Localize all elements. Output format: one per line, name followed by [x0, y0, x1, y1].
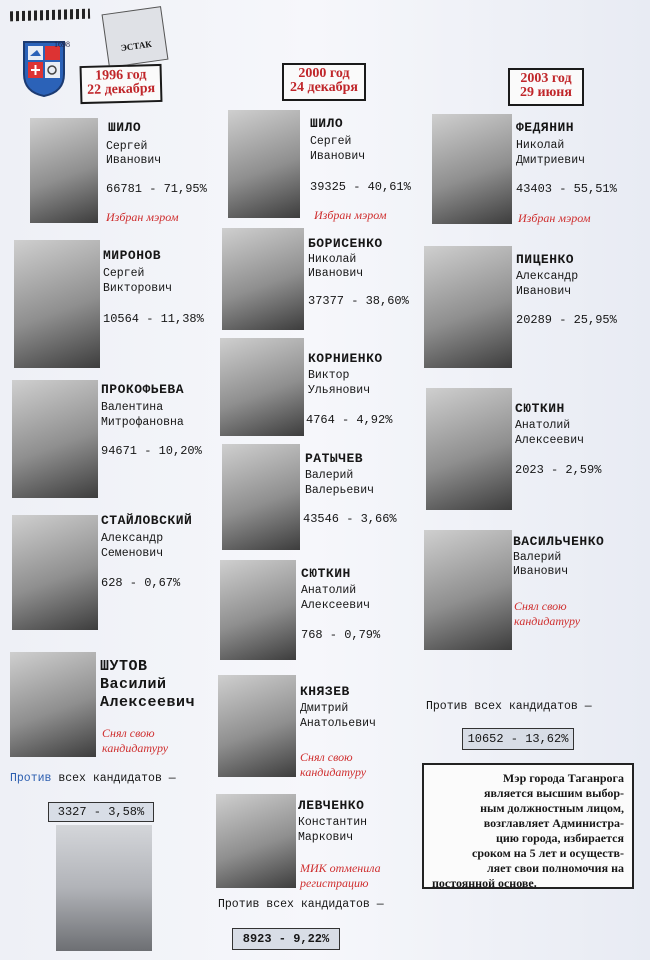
- against-rest: всех кандидатов —: [51, 772, 176, 785]
- info-line: цию города, избирается: [495, 831, 624, 845]
- candidate-middle-name: Иванович: [106, 154, 162, 167]
- candidate-first-name: Валентина: [101, 401, 164, 414]
- candidate-surname: ШИЛО: [108, 120, 142, 135]
- candidate-result: 2023 - 2,59%: [515, 463, 602, 477]
- candidate-surname: ВАСИЛЬЧЕНКО: [513, 534, 605, 549]
- candidate-first-name: Николай: [516, 139, 565, 152]
- candidate-photo: [218, 675, 296, 777]
- candidate-middle-name: Анатольевич: [300, 717, 376, 730]
- candidate-result: 4764 - 4,92%: [306, 413, 393, 427]
- candidate-photo: [426, 388, 512, 510]
- candidate-first-name: Анатолий: [515, 419, 571, 432]
- candidate-middle-name: Алексеевич: [515, 434, 585, 447]
- candidate-photo: [432, 114, 512, 224]
- against-all-value: 3327 - 3,58%: [48, 802, 154, 822]
- monument-photo: [56, 825, 152, 951]
- candidate-middle-name: Митрофановна: [101, 416, 184, 429]
- candidate-middle-name: Алексеевич: [100, 694, 196, 711]
- candidate-note-line1: МИК отменила: [300, 861, 381, 875]
- against-prefix: Против: [10, 772, 52, 785]
- candidate-result: 66781 - 71,95%: [106, 182, 207, 196]
- candidate-first-name: Николай: [308, 253, 357, 266]
- candidate-photo: [220, 338, 304, 436]
- candidate-middle-name: Викторович: [103, 282, 173, 295]
- candidate-first-name: Сергей: [103, 267, 145, 280]
- candidate-surname: СЮТКИН: [301, 566, 351, 581]
- against-all-label: Против всех кандидатов —: [218, 898, 384, 911]
- candidate-result: 94671 - 10,20%: [101, 444, 202, 458]
- decoration-strip: [10, 9, 90, 22]
- candidate-middle-name: Ульянович: [308, 384, 371, 397]
- candidate-first-name: Виктор: [308, 369, 350, 382]
- candidate-note: Избран мэром: [106, 210, 179, 224]
- candidate-photo: [228, 110, 300, 218]
- candidate-middle-name: Дмитриевич: [516, 154, 586, 167]
- header-date: 22 декабря: [86, 81, 156, 98]
- candidate-first-name: Дмитрий: [300, 702, 349, 715]
- candidate-middle-name: Маркович: [298, 831, 354, 844]
- against-all-value: 8923 - 9,22%: [232, 928, 340, 950]
- header-date: 24 декабря: [289, 80, 358, 95]
- against-all-value: 10652 - 13,62%: [462, 728, 574, 750]
- candidate-middle-name: Валерьевич: [305, 484, 375, 497]
- candidate-photo: [220, 560, 296, 660]
- header-year: 1996 год: [94, 67, 147, 84]
- candidate-first-name: Константин: [298, 816, 368, 829]
- candidate-note-line1: Снял свою: [102, 726, 155, 740]
- candidate-first-name: Сергей: [310, 135, 352, 148]
- candidate-surname: ЛЕВЧЕНКО: [298, 798, 365, 813]
- candidate-result: 628 - 0,67%: [101, 576, 181, 590]
- against-all-label: Против всех кандидатов —: [426, 700, 592, 713]
- candidate-photo: [12, 515, 98, 630]
- info-line: сроком на 5 лет и осуществ-: [472, 846, 624, 860]
- candidate-result: 10564 - 11,38%: [103, 312, 204, 326]
- candidate-photo: [424, 530, 512, 650]
- candidate-surname: СТАЙЛОВСКИЙ: [101, 513, 193, 528]
- header-date: 29 июня: [520, 85, 572, 100]
- candidate-result: 20289 - 25,95%: [516, 313, 617, 327]
- candidate-first-name: Александр: [516, 270, 579, 283]
- candidate-photo: [222, 228, 304, 330]
- candidate-photo: [12, 380, 98, 498]
- header-year: 2003 год: [520, 71, 572, 86]
- candidate-first-name: Валерий: [305, 469, 354, 482]
- info-line: является высшим выбор-: [484, 786, 624, 800]
- candidate-result: 37377 - 38,60%: [308, 294, 409, 308]
- candidate-middle-name: Иванович: [308, 267, 364, 280]
- candidate-note-line2: кандидатуру: [300, 765, 367, 779]
- candidate-note-line2: кандидатуру: [102, 741, 169, 755]
- candidate-surname: ПРОКОФЬЕВА: [101, 382, 185, 397]
- candidate-middle-name: Семенович: [101, 547, 164, 560]
- candidate-middle-name: Иванович: [513, 565, 569, 578]
- crest-year: 1698: [54, 40, 70, 49]
- candidate-surname: ПИЦЕНКО: [516, 252, 575, 267]
- header-year: 2000 год: [298, 66, 350, 81]
- candidate-surname: СЮТКИН: [515, 401, 565, 416]
- candidate-photo: [424, 246, 512, 368]
- candidate-result: 39325 - 40,61%: [310, 180, 411, 194]
- candidate-middle-name: Иванович: [310, 150, 366, 163]
- candidate-first-name: Анатолий: [301, 584, 357, 597]
- candidate-surname: РАТЫЧЕВ: [305, 451, 364, 466]
- candidate-note-line1: Снял свою: [300, 750, 353, 764]
- candidate-surname: ШУТОВ: [100, 658, 148, 675]
- candidate-photo: [14, 240, 100, 368]
- candidate-surname: ШИЛО: [310, 116, 344, 131]
- candidate-middle-name: Алексеевич: [301, 599, 371, 612]
- candidate-photo: [30, 118, 98, 223]
- info-line: ным должностным лицом,: [480, 801, 624, 815]
- publisher-logo-text: ЭСТАК: [120, 38, 153, 54]
- candidate-surname: ФЕДЯНИН: [516, 120, 575, 135]
- info-line: постоянной основе.: [432, 876, 537, 890]
- header-2003: [508, 68, 584, 106]
- candidate-result: 768 - 0,79%: [301, 628, 381, 642]
- candidate-first-name: Сергей: [106, 140, 148, 153]
- candidate-first-name: Валерий: [513, 551, 562, 564]
- info-box: [422, 763, 634, 889]
- candidate-first-name: Александр: [101, 532, 164, 545]
- candidate-note-line2: регистрацию: [300, 876, 369, 890]
- candidate-first-name: Василий: [100, 676, 167, 693]
- candidate-surname: КНЯЗЕВ: [300, 684, 350, 699]
- header-1996: [80, 64, 163, 104]
- header-2000: [282, 63, 366, 101]
- candidate-surname: МИРОНОВ: [103, 248, 162, 263]
- candidate-photo: [216, 794, 296, 888]
- publisher-logo: [102, 6, 169, 68]
- candidate-note: Избран мэром: [314, 208, 387, 222]
- candidate-note-line1: Снял свою: [514, 599, 567, 613]
- candidate-result: 43403 - 55,51%: [516, 182, 617, 196]
- info-line: возглавляет Администра-: [483, 816, 624, 830]
- against-all-label: [10, 772, 176, 785]
- candidate-middle-name: Иванович: [516, 285, 572, 298]
- candidate-note: Избран мэром: [518, 211, 591, 225]
- candidate-photo: [10, 652, 96, 757]
- candidate-result: 43546 - 3,66%: [303, 512, 397, 526]
- candidate-note-line2: кандидатуру: [514, 614, 581, 628]
- candidate-surname: КОРНИЕНКО: [308, 351, 383, 366]
- candidate-surname: БОРИСЕНКО: [308, 236, 383, 251]
- info-line: Мэр города Таганрога: [502, 771, 624, 785]
- candidate-photo: [222, 444, 300, 550]
- info-line: ляет свои полномочия на: [486, 861, 624, 875]
